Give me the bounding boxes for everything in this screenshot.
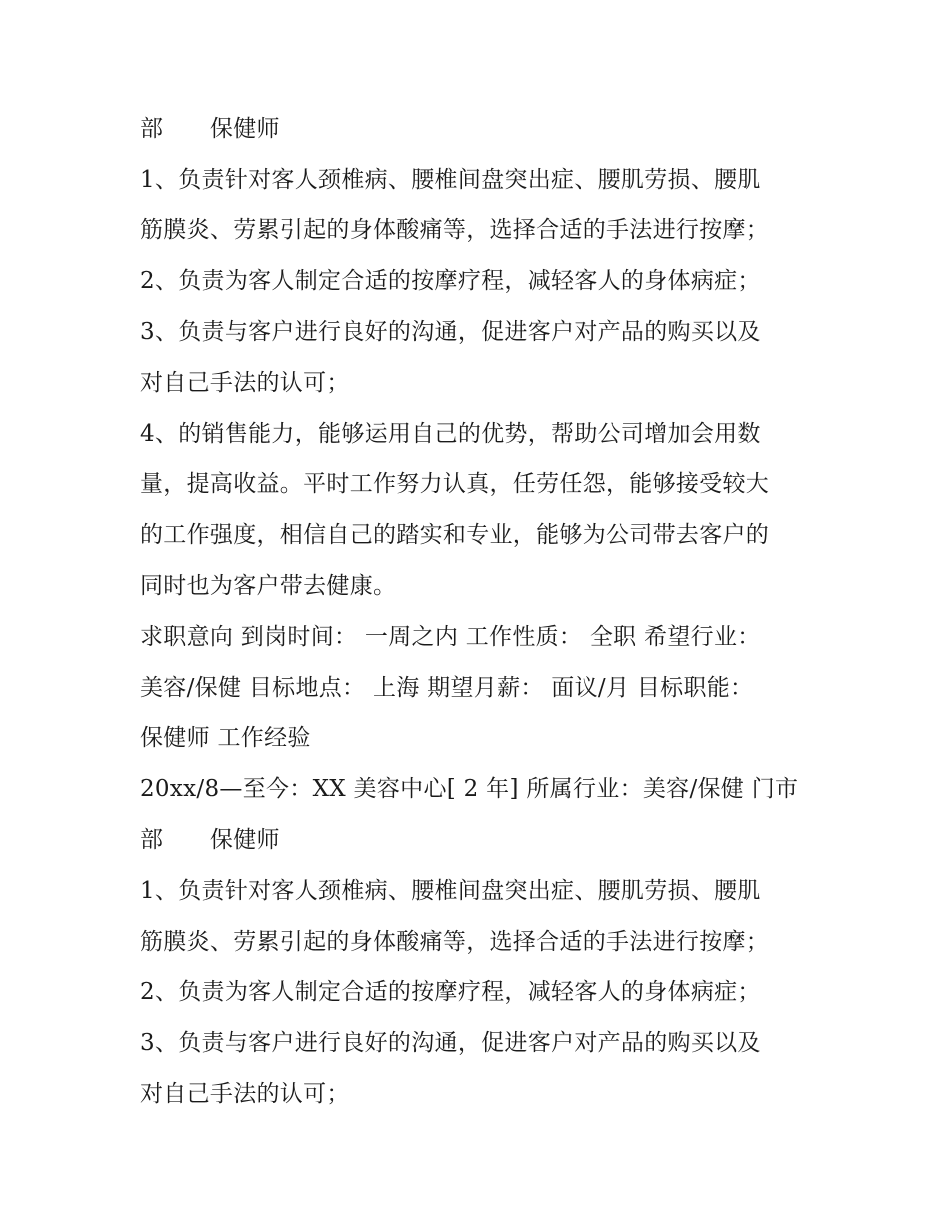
job-intention-line: 保健师 工作经验 — [140, 725, 311, 751]
duty-line-1: 1、负责针对客人颈椎病、腰椎间盘突出症、腰肌劳损、腰肌 — [140, 167, 761, 193]
section-title-line: 部 保健师 — [140, 116, 280, 142]
job-intention-line: 美容/保健 目标地点： 上海 期望月薪： 面议/月 目标职能： — [140, 675, 754, 701]
duty-line-3: 3、负责与客户进行良好的沟通，促进客户对产品的购买以及 — [140, 319, 761, 345]
duty-line-1: 1、负责针对客人颈椎病、腰椎间盘突出症、腰肌劳损、腰肌 — [140, 878, 761, 904]
duty-line-1-cont: 筋膜炎、劳累引起的身体酸痛等，选择合适的手法进行按摩； — [140, 929, 770, 955]
duty-line-3-cont: 对自己手法的认可； — [140, 370, 350, 396]
duty-line-3-cont: 对自己手法的认可； — [140, 1081, 350, 1107]
duty-line-2: 2、负责为客人制定合适的按摩疗程，减轻客人的身体病症； — [140, 268, 761, 294]
section-title-line: 部 保健师 — [140, 827, 280, 853]
duty-line-3: 3、负责与客户进行良好的沟通，促进客户对产品的购买以及 — [140, 1030, 761, 1056]
duty-line-2: 2、负责为客人制定合适的按摩疗程，减轻客人的身体病症； — [140, 979, 761, 1005]
duty-line-1-cont: 筋膜炎、劳累引起的身体酸痛等，选择合适的手法进行按摩； — [140, 217, 770, 243]
work-experience-line: 20xx/8—至今：XX 美容中心[ 2 年] 所属行业：美容/保健 门市 — [140, 776, 799, 802]
duty-line-4-cont: 的工作强度，相信自己的踏实和专业，能够为公司带去客户的 — [140, 522, 770, 548]
duty-line-4-cont: 同时也为客户带去健康。 — [140, 573, 397, 599]
duty-line-4-cont: 量，提高收益。平时工作努力认真，任劳任怨，能够接受较大 — [140, 471, 770, 497]
duty-line-4: 4、的销售能力，能够运用自己的优势，帮助公司增加会用数 — [140, 421, 761, 447]
job-intention-line: 求职意向 到岗时间： 一周之内 工作性质： 全职 希望行业： — [140, 624, 761, 650]
